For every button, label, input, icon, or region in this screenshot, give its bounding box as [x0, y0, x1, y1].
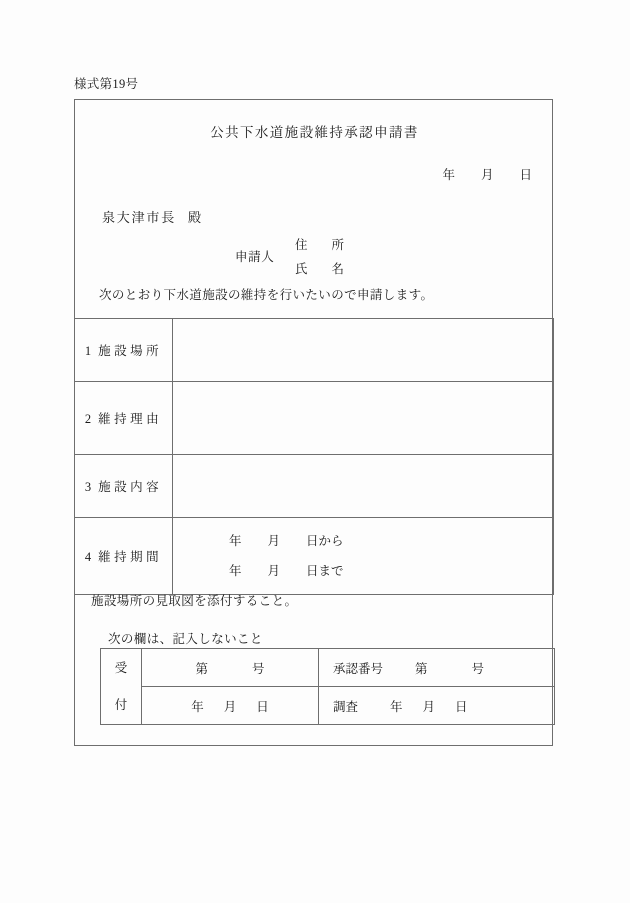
addressee-honorific: 殿	[188, 210, 203, 225]
applicant-name-label-2: 名	[331, 262, 345, 276]
receipt-label-cell	[101, 649, 142, 725]
row-value-facility-content[interactable]	[173, 455, 554, 518]
approval-number-prefix: 第	[415, 661, 428, 676]
row-label-maintenance-reason	[75, 382, 173, 455]
period-from-month: 月	[267, 534, 281, 548]
addressee-line	[102, 207, 203, 226]
row-number-4: 4	[84, 550, 92, 564]
table-row	[75, 319, 554, 382]
main-form-table	[74, 318, 554, 595]
applicant-address-label-2: 所	[331, 238, 345, 252]
receipt-number-suffix: 号	[252, 661, 265, 676]
applicant-name-label: 氏	[295, 262, 308, 276]
applicant-address-row	[295, 233, 344, 257]
period-to-line	[229, 556, 553, 586]
applicant-name-row	[295, 257, 344, 281]
receipt-label-char-2: 付	[114, 697, 128, 712]
period-from-year: 年	[229, 534, 242, 548]
receipt-date-month: 月	[223, 699, 237, 714]
survey-date-year: 年	[390, 699, 403, 714]
period-to-month: 月	[267, 564, 281, 578]
applicant-address-label: 住	[295, 238, 308, 252]
period-from-line	[229, 526, 553, 556]
row-label-maintenance-period	[75, 518, 173, 595]
submission-date-line	[442, 165, 532, 183]
survey-date-cell[interactable]	[319, 687, 555, 725]
row-number-1: 1	[84, 344, 92, 358]
applicant-fields	[295, 233, 344, 281]
survey-date-label: 調査	[333, 699, 359, 714]
receipt-label-char-1: 受	[114, 660, 128, 675]
application-statement: 次のとおり下水道施設の維持を行いたいので申請します。	[99, 288, 434, 302]
row-label-text-4: 維持期間	[98, 550, 163, 564]
receipt-number-prefix: 第	[195, 661, 208, 676]
row-value-facility-location[interactable]	[173, 319, 554, 382]
table-row	[101, 687, 555, 725]
receipt-number-cell[interactable]	[142, 649, 319, 687]
form-outer-frame	[74, 99, 553, 746]
row-number-3: 3	[84, 480, 92, 494]
page-title: 公共下水道施設維持承認申請書	[210, 125, 419, 140]
row-label-text-3: 施設内容	[98, 480, 163, 494]
note-attach-map: 施設場所の見取図を添付すること。	[91, 594, 298, 608]
table-row	[75, 518, 554, 595]
approval-number-cell[interactable]	[319, 649, 555, 687]
receipt-date-day: 日	[256, 699, 269, 714]
date-year-label: 年	[442, 168, 455, 182]
date-month-label: 月	[480, 168, 494, 182]
approval-number-suffix: 号	[471, 661, 485, 676]
receipt-date-cell[interactable]	[142, 687, 319, 725]
date-day-label: 日	[519, 168, 532, 182]
office-use-table	[100, 648, 555, 725]
row-value-maintenance-period[interactable]	[173, 518, 554, 595]
survey-date-day: 日	[455, 699, 468, 714]
survey-date-month: 月	[422, 699, 436, 714]
period-to-day: 日まで	[306, 564, 344, 578]
applicant-label: 申請人	[235, 250, 275, 264]
period-lines	[173, 518, 553, 594]
addressee-name: 泉大津市長	[102, 210, 177, 225]
row-label-text-2: 維持理由	[98, 412, 163, 426]
table-row	[75, 455, 554, 518]
period-from-day: 日から	[306, 534, 344, 548]
row-label-text-1: 施設場所	[98, 344, 163, 358]
row-label-facility-location	[75, 319, 173, 382]
table-row	[75, 382, 554, 455]
note-do-not-fill: 次の欄は、記入しないこと	[108, 632, 263, 646]
applicant-block	[235, 233, 475, 281]
form-number: 様式第19号	[74, 77, 139, 91]
row-number-2: 2	[84, 412, 92, 426]
approval-number-label: 承認番号	[333, 661, 384, 676]
row-value-maintenance-reason[interactable]	[173, 382, 554, 455]
form-inner-content	[75, 100, 552, 745]
receipt-date-year: 年	[191, 699, 204, 714]
table-row	[101, 649, 555, 687]
period-to-year: 年	[229, 564, 242, 578]
row-label-facility-content	[75, 455, 173, 518]
